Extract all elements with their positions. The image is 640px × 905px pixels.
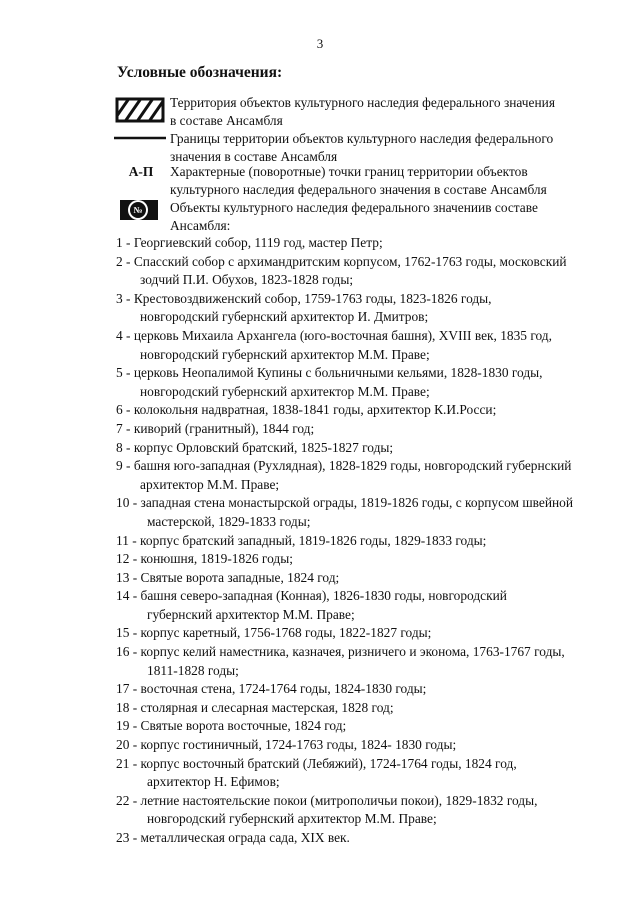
list-item bbox=[116, 587, 606, 624]
list-item bbox=[116, 624, 606, 643]
legend-line: Объекты культурного наследия федерального значениив составе bbox=[170, 200, 538, 215]
list-item bbox=[116, 439, 606, 458]
list-item-text: 8 - корпус Орловский братский, 1825-1827 годы; bbox=[116, 439, 394, 455]
list-item-continuation: новгородский губернский архитектор М.М. Праве; bbox=[140, 383, 430, 399]
list-item bbox=[116, 420, 606, 439]
legend-line: культурного наследия федерального значения в составе Ансамбля bbox=[170, 181, 547, 197]
list-item-text: 6 - колокольня надвратная, 1838-1841 годы, архитектор К.И.Росси; bbox=[116, 402, 497, 418]
list-item-continuation: новгородский губернский архитектор И. Дмитров; bbox=[140, 309, 429, 325]
list-item-text: 10 - западная стена монастырской ограды, 1819-1826 годы, с корпусом швейной bbox=[116, 495, 574, 511]
list-item bbox=[116, 699, 606, 718]
list-item bbox=[116, 234, 606, 253]
hatched-box-icon bbox=[114, 94, 168, 134]
list-item bbox=[116, 680, 606, 699]
legend-row-points bbox=[114, 163, 584, 203]
legend-row-territory bbox=[114, 94, 584, 134]
list-item-text: 18 - столярная и слесарная мастерская, 1828 год; bbox=[116, 699, 394, 715]
list-item-continuation: мастерской, 1829-1833 годы; bbox=[147, 513, 311, 529]
page-number: 3 bbox=[316, 36, 324, 51]
list-item-continuation: новгородский губернский архитектор М.М. Праве; bbox=[147, 811, 437, 827]
legend-heading: Условные обозначения: bbox=[117, 64, 283, 81]
list-item-continuation: архитектор Н. Ефимов; bbox=[147, 774, 280, 790]
list-item bbox=[116, 550, 606, 569]
list-item bbox=[116, 364, 606, 401]
list-item bbox=[116, 792, 606, 829]
list-item-text: 17 - восточная стена, 1724-1764 годы, 1824-1830 годы; bbox=[116, 681, 427, 697]
legend-line: Границы территории объектов культурного наследия федерального bbox=[170, 131, 554, 146]
list-item-text: 12 - конюшня, 1819-1826 годы; bbox=[116, 551, 293, 567]
list-item bbox=[116, 457, 606, 494]
list-item bbox=[116, 532, 606, 551]
list-item-text: 20 - корпус гостиничный, 1724-1763 годы, 1824- 1830 годы; bbox=[116, 737, 457, 753]
list-item-text: 3 - Крестовоздвиженский собор, 1759-1763 годы, 1823-1826 годы, bbox=[116, 290, 492, 306]
list-item bbox=[116, 401, 606, 420]
legend-row-objects bbox=[114, 199, 584, 239]
list-item-text: 2 - Спасский собор с архимандритским корпусом, 1762-1763 годы, московский bbox=[116, 253, 567, 269]
list-item-continuation: новгородский губернский архитектор М.М. Праве; bbox=[140, 346, 430, 362]
list-item bbox=[116, 736, 606, 755]
list-item-text: 11 - корпус братский западный, 1819-1826 годы, 1829-1833 годы; bbox=[116, 532, 487, 548]
list-item-continuation: архитектор М.М. Праве; bbox=[140, 476, 280, 492]
list-item-continuation: зодчий П.И. Обухов, 1823-1828 годы; bbox=[140, 272, 354, 288]
point-label-symbol: А-П bbox=[128, 164, 154, 179]
list-item-text: 9 - башня юго-западная (Рухлядная), 1828-1829 годы, новгородский губернский bbox=[116, 458, 572, 474]
list-item-text: 23 - металлическая ограда сада, XIX век. bbox=[116, 830, 350, 845]
list-item-text: 16 - корпус келий наместника, казначея, ризничего и эконома, 1763-1767 годы, bbox=[116, 644, 565, 660]
legend-line: Ансамбля: bbox=[170, 217, 231, 233]
legend-line: Характерные (поворотные) точки границ территории объектов bbox=[170, 164, 528, 179]
list-item bbox=[116, 717, 606, 736]
list-item bbox=[116, 643, 606, 680]
list-item-text: 19 - Святые ворота восточные, 1824 год; bbox=[116, 718, 347, 734]
list-item bbox=[116, 569, 606, 588]
list-item-text: 14 - башня северо-западная (Конная), 1826-1830 годы, новгородский bbox=[116, 588, 507, 604]
legend-line: значения в составе Ансамбля bbox=[170, 148, 338, 164]
list-item-text: 7 - киворий (гранитный), 1844 год; bbox=[116, 420, 315, 436]
list-item-text: 4 - церковь Михаила Архангела (юго-восточная башня), XVIII век, 1835 год, bbox=[116, 327, 552, 343]
legend-text-territory bbox=[170, 94, 590, 129]
list-item bbox=[116, 494, 606, 531]
list-item-text: 15 - корпус каретный, 1756-1768 годы, 1822-1827 годы; bbox=[116, 625, 432, 641]
object-list bbox=[116, 234, 606, 848]
legend-text-boundary bbox=[170, 130, 590, 165]
legend-text-points bbox=[170, 163, 590, 198]
legend-line: в составе Ансамбля bbox=[170, 112, 283, 128]
list-item-text: 21 - корпус восточный братский (Лебяжий), 1724-1764 годы, 1824 год, bbox=[116, 755, 517, 771]
number-badge-icon bbox=[114, 199, 168, 239]
list-item-text: 13 - Святые ворота западные, 1824 год; bbox=[116, 569, 340, 585]
list-item-text: 5 - церковь Неопалимой Купины с больничными кельями, 1828-1830 годы, bbox=[116, 365, 543, 381]
list-item bbox=[116, 327, 606, 364]
list-item-continuation: 1811-1828 годы; bbox=[147, 662, 239, 678]
list-item bbox=[116, 290, 606, 327]
list-item-text: 1 - Георгиевский собор, 1119 год, мастер Петр; bbox=[116, 235, 383, 250]
list-item-text: 22 - летние настоятельские покои (митрополичьи покои), 1829-1832 годы, bbox=[116, 792, 538, 808]
legend-line: Территория объектов культурного наследия федерального значения bbox=[170, 95, 555, 110]
list-item-continuation: губернский архитектор М.М. Праве; bbox=[147, 606, 355, 622]
list-item bbox=[116, 829, 606, 848]
badge-text: № bbox=[130, 202, 146, 218]
list-item bbox=[116, 253, 606, 290]
list-item bbox=[116, 755, 606, 792]
legend-text-objects bbox=[170, 199, 590, 234]
